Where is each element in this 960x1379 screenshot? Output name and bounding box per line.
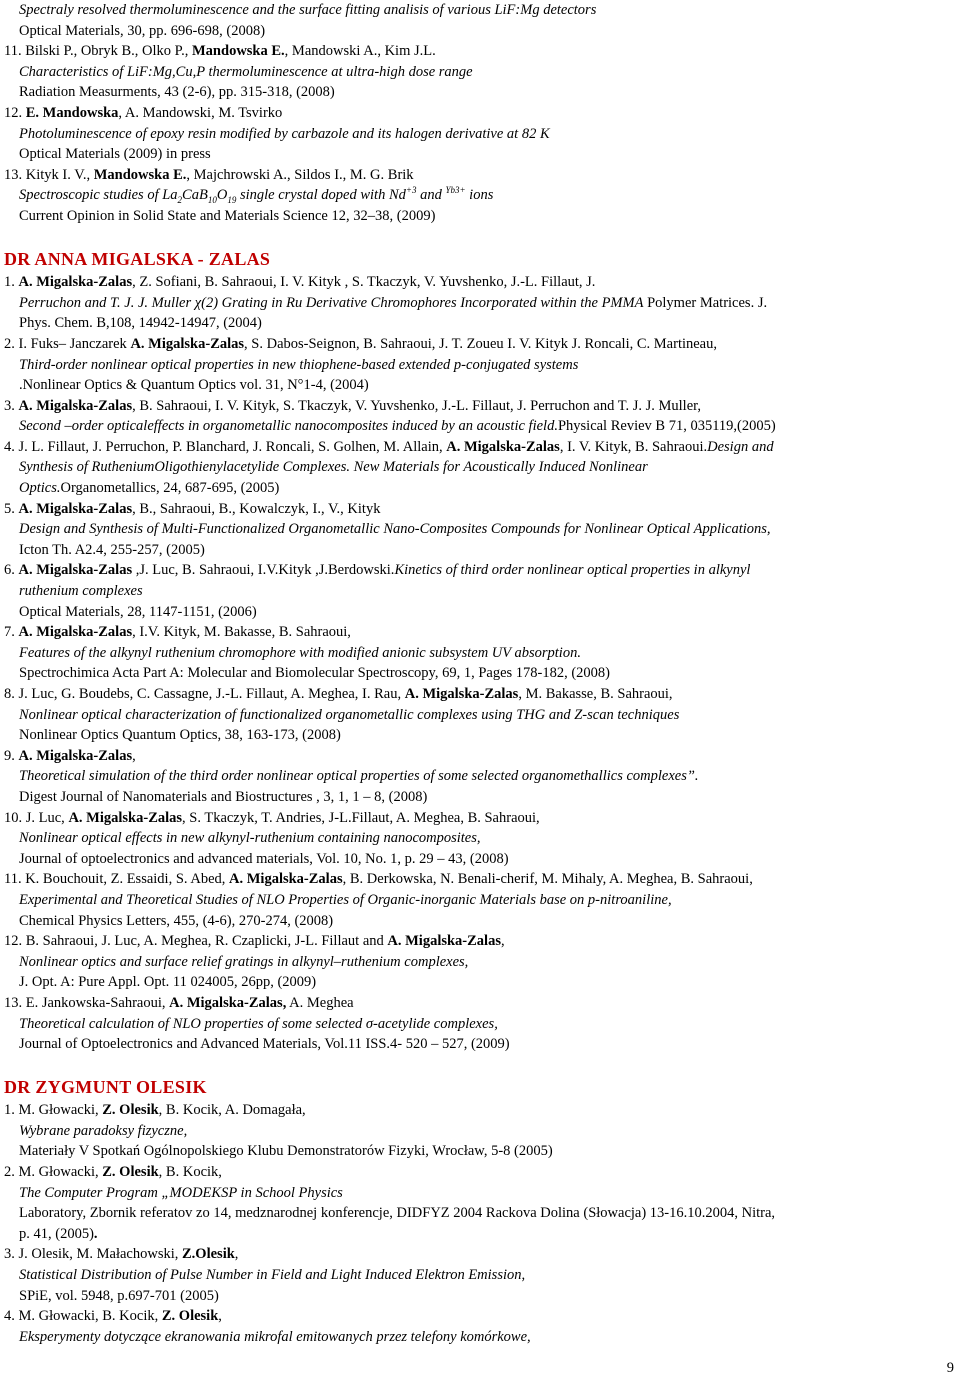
entry-detail-line [4, 1183, 960, 1204]
entry-text: Optical Materials (2009) in press [19, 146, 211, 163]
entry-text: +3 [405, 185, 417, 196]
entry-text: Mandowska E. [192, 43, 285, 60]
publication-entry [4, 1244, 960, 1306]
entry-text: , [500, 933, 505, 950]
publication-entry [4, 684, 960, 746]
entry-text: Z. Olesik [102, 1102, 159, 1119]
entry-text: Mandowska E. [93, 166, 187, 183]
section-heading-migalska: DR ANNA MIGALSKA - ZALAS [4, 249, 271, 270]
entry-text: Third-order nonlinear optical properties in new thiophene-based extended p-conjugated systems [19, 356, 579, 373]
entry-text: Spectrochimica Acta Part A: Molecular and Biomolecular Spectroscopy, 69, 1, Pages 178-182, (2008) [19, 665, 611, 682]
entry-text: A. Migalska-Zalas [387, 933, 501, 950]
entry-text: 11. Bilski P., Obryk B., Olko P., [4, 43, 192, 60]
entry-text: 2. I. Fuks– Janczarek [4, 335, 131, 352]
entry-text: , [218, 1308, 222, 1325]
entry-text: , A. Mandowski, M. Tsvirko [118, 104, 283, 121]
entry-text: (2) [201, 294, 219, 311]
entry-text: ruthenium complexes [19, 583, 143, 600]
entry-text: Optics. [19, 480, 61, 497]
publication-entry [4, 931, 960, 993]
entry-detail-line [4, 663, 960, 684]
entry-text: , B. Derkowska, N. Benali-cherif, M. Mihaly, A. Meghea, B. Sahraoui, [342, 871, 753, 888]
entry-text: 3. J. Olesik, M. Małachowski, [4, 1246, 183, 1263]
entry-text: Photoluminescence of epoxy resin modified by carbazole and its halogen derivative at 82 K [19, 125, 550, 142]
entry-authors-line [4, 684, 960, 705]
entry-text: Synthesis of RutheniumOligothienylacetylide Complexes. New Materials for Acoustically Induced Nonlinear [19, 459, 648, 476]
entry-authors-line [4, 334, 960, 355]
entry-text: The Computer Program „MODEKSP in School Physics [19, 1184, 343, 1201]
publication-entry [4, 437, 960, 499]
spacer [4, 1055, 960, 1076]
entry-text: A. Migalska-Zalas [18, 397, 133, 414]
entry-text: Optical Materials, 30, pp. 696-698, (2008) [19, 22, 266, 39]
entry-text: single crystal doped with Nd [236, 187, 406, 204]
entry-authors-line [4, 272, 960, 293]
publication-entry [4, 103, 960, 165]
entry-text: , Z. Sofiani, B. Sahraoui, I. V. Kityk , S. Tkaczyk, V. Yuvshenko, J.-L. Fillaut, J. [132, 274, 596, 291]
entry-text: 2 [177, 195, 183, 206]
entry-authors-line [4, 560, 960, 581]
entry-detail-line [4, 1121, 960, 1142]
entry-text: Grating in Ru Derivative Chromophores Incorporated within the PMMA [218, 294, 644, 311]
entry-detail-line [4, 890, 960, 911]
publication-entry [4, 396, 960, 437]
entry-text: Spectroscopic studies of La [19, 187, 178, 204]
entry-text: Kinetics of third order nonlinear optical properties in alkynyl [394, 562, 751, 579]
publication-entry [4, 746, 960, 808]
entry-text: Experimental and Theoretical Studies of NLO Properties of Organic-inorganic Materials base on p-nitroaniline, [19, 891, 672, 908]
section-heading-olesik: DR ZYGMUNT OLESIK [4, 1077, 207, 1098]
entry-text: 8. J. Luc, G. Boudebs, C. Cassagne, J.-L. Fillaut, A. Meghea, I. Rau, [4, 686, 405, 702]
entry-text: .Nonlinear Optics & Quantum Optics vol. 31, N°1-4, (2004) [19, 377, 369, 394]
publication-entry [4, 499, 960, 561]
entry-text: Laboratory, Zbornik referatov zo 14, medznarodnej konferencje, DIDFYZ 2004 Rackova Dolina (Słowacja) 13-16.10.2004, Nitra, [19, 1205, 776, 1222]
entry-authors-line [4, 41, 960, 62]
entry-text: Theoretical simulation of the third order nonlinear optical properties of some selected organomethallics complexes”. [19, 768, 699, 785]
entry-text: 9. [4, 747, 19, 764]
entry-text: Phys. Chem. B,108, 14942-14947, (2004) [19, 315, 262, 332]
entry-text: Spectraly resolved thermoluminescence and the surface fitting analisis of various LiF:Mg detectors [19, 2, 597, 18]
entry-text: Nonlinear optics and surface relief gratings in alkynyl–ruthenium complexes, [19, 953, 469, 970]
entry-text: Design and Synthesis of Multi-Functionalized Organometallic Nano-Composites Compounds for Nonlinear Optical Applications, [19, 521, 771, 538]
entry-detail-line [4, 1286, 960, 1307]
entry-detail-line [4, 185, 960, 206]
entry-text: , B. Sahraoui, I. V. Kityk, S. Tkaczyk, V. Yuvshenko, J.-L. Fillaut, J. Perruchon and T. J. J. Muller, [132, 397, 702, 414]
publication-list-mandowska [4, 0, 960, 227]
entry-text: Nonlinear optical characterization of functionalized organometallic complexes using THG and Z-scan techniques [19, 706, 680, 723]
publication-entry [4, 334, 960, 396]
entry-text: Theoretical calculation of NLO properties of some selected σ-acetylide complexes, [19, 1015, 498, 1032]
entry-detail-line [4, 952, 960, 973]
entry-text: A. Migalska-Zalas [68, 809, 183, 826]
entry-text: Digest Journal of Nanomaterials and Biostructures , 3, 1, 1 – 8, (2008) [19, 788, 428, 805]
entry-authors-line [4, 0, 960, 21]
entry-text: A. Migalska-Zalas [18, 562, 133, 579]
entry-detail-line [4, 972, 960, 993]
entry-text: , Majchrowski A., Sildos I., M. G. Brik [186, 166, 414, 183]
entry-text: 19 [227, 195, 237, 206]
entry-text: 10 [207, 195, 217, 206]
entry-detail-line [4, 144, 960, 165]
entry-text: Organometallics, 24, 687-695, (2005) [60, 480, 280, 497]
entry-detail-line [4, 62, 960, 83]
entry-detail-line [4, 602, 960, 623]
entry-detail-line [4, 1034, 960, 1055]
entry-text: , [132, 747, 136, 764]
entry-text: Physical Reviev B 71, 035119,(2005) [557, 418, 776, 435]
entry-text: Yb3+ [445, 185, 466, 196]
entry-authors-line [4, 993, 960, 1014]
entry-authors-line [4, 1306, 960, 1327]
entry-text: Icton Th. A2.4, 255-257, (2005) [19, 541, 205, 558]
entry-text: Radiation Measurments, 43 (2-6), pp. 315-318, (2008) [19, 84, 335, 101]
entry-text: 4. J. L. Fillaut, J. Perruchon, P. Blanchard, J. Roncali, S. Golhen, M. Allain, [4, 438, 447, 455]
entry-detail-line [4, 705, 960, 726]
entry-text: , M. Bakasse, B. Sahraoui, [518, 686, 673, 702]
entry-text: A. Migalska-Zalas [18, 274, 133, 291]
entry-text: Features of the alkynyl ruthenium chromophore with modified anionic subsystem UV absorption. [19, 644, 581, 661]
entry-text: Materiały V Spotkań Ogólnopolskiego Klubu Demonstratorów Fizyki, Wrocław, 5-8 (2005) [19, 1143, 553, 1160]
entry-text: Perruchon and T. J. J. Muller [19, 294, 195, 311]
entry-text: p. 41, (2005) [19, 1225, 94, 1242]
entry-text: , B. Kocik, [158, 1164, 222, 1181]
entry-text: E. Mandowska [25, 104, 119, 121]
spacer [4, 227, 960, 248]
entry-detail-line [4, 293, 960, 314]
publication-entry [4, 1162, 960, 1244]
entry-detail-line [4, 519, 960, 540]
entry-text: Design and [707, 438, 774, 455]
page-number: 9 [946, 1360, 954, 1376]
entry-detail-line [4, 1327, 960, 1348]
entry-detail-line [4, 478, 960, 499]
entry-text: , Mandowski A., Kim J.L. [284, 43, 436, 60]
entry-text: 7. [4, 624, 19, 641]
entry-text: ions [465, 187, 494, 204]
entry-text: Nonlinear Optics Quantum Optics, 38, 163-173, (2008) [19, 727, 341, 744]
entry-text: , S. Dabos-Seignon, B. Sahraoui, J. T. Zoueu I. V. Kityk J. Roncali, C. Martineau, [244, 335, 717, 352]
entry-text: CaB [182, 187, 208, 204]
entry-detail-line [4, 1141, 960, 1162]
entry-text: and [416, 187, 446, 204]
entry-authors-line [4, 808, 960, 829]
entry-detail-line [4, 124, 960, 145]
entry-text: Polymer Matrices. J. [643, 294, 768, 311]
entry-text: 1. [4, 274, 19, 291]
publication-entry [4, 560, 960, 622]
publication-entry [4, 869, 960, 931]
entry-text: , [234, 1246, 239, 1263]
entry-detail-line [4, 375, 960, 396]
entry-detail-line [4, 355, 960, 376]
entry-authors-line [4, 746, 960, 767]
entry-text: 13. E. Jankowska-Sahraoui, [4, 994, 170, 1011]
entry-text: ,J. Luc, B. Sahraoui, I.V.Kityk ,J.Berdowski. [132, 562, 395, 579]
entry-authors-line [4, 499, 960, 520]
entry-text: Journal of Optoelectronics and Advanced Materials, Vol.11 ISS.4- 520 – 527, (2009) [19, 1036, 510, 1053]
publication-entry [4, 1100, 960, 1162]
entry-detail-line [4, 416, 960, 437]
entry-text: 5. [4, 500, 19, 517]
entry-text: SPiE, vol. 5948, p.697-701 (2005) [19, 1287, 219, 1304]
publication-entry [4, 272, 960, 334]
publication-entry [4, 993, 960, 1055]
entry-detail-line [4, 643, 960, 664]
entry-text: 10. J. Luc, [4, 809, 69, 826]
entry-text: A. Meghea [286, 994, 354, 1011]
publication-list-migalska [4, 272, 960, 1055]
entry-authors-line [4, 437, 960, 458]
entry-text: Statistical Distribution of Pulse Number in Field and Light Induced Elektron Emission, [19, 1267, 526, 1284]
entry-text: 1. M. Głowacki, [4, 1102, 103, 1119]
entry-text: 12. B. Sahraoui, J. Luc, A. Meghea, R. Czaplicki, J-L. Fillaut and [4, 933, 388, 950]
entry-text: 2. M. Głowacki, [4, 1164, 103, 1181]
entry-text: A. Migalska-Zalas [18, 500, 133, 517]
entry-text: Z. Olesik [102, 1164, 159, 1181]
entry-text: Z.Olesik [182, 1246, 235, 1263]
entry-text: Wybrane paradoksy fizyczne, [19, 1122, 188, 1139]
publication-entry [4, 0, 960, 41]
entry-text: Eksperymenty dotyczące ekranowania mikrofal emitowanych przez telefony komórkowe, [19, 1328, 531, 1345]
entry-detail-line [4, 1265, 960, 1286]
entry-authors-line [4, 869, 960, 890]
publication-entry [4, 165, 960, 227]
entry-authors-line [4, 165, 960, 186]
entry-text: . [93, 1225, 98, 1242]
entry-text: A. Migalska-Zalas [404, 686, 519, 702]
entry-text: , B., Sahraoui, B., Kowalczyk, I., V., Kityk [132, 500, 381, 517]
entry-text: A. Migalska-Zalas [18, 624, 133, 641]
entry-text: A. Migalska-Zalas, [169, 994, 287, 1011]
entry-text: A. Migalska-Zalas [130, 335, 245, 352]
entry-detail-line [4, 787, 960, 808]
entry-text: Second –order opticaleffects in organometallic nanocomposites induced by an acoustic field. [19, 418, 558, 435]
entry-detail-line [4, 725, 960, 746]
entry-text: Optical Materials, 28, 1147-1151, (2006) [19, 603, 257, 620]
publication-entry [4, 622, 960, 684]
entry-detail-line [4, 828, 960, 849]
entry-authors-line [4, 396, 960, 417]
entry-detail-line [4, 581, 960, 602]
entry-authors-line [4, 1244, 960, 1265]
entry-detail-line [4, 21, 960, 42]
entry-text: Z. Olesik [161, 1308, 219, 1325]
publication-entry [4, 41, 960, 103]
entry-text: , I. V. Kityk, B. Sahraoui. [559, 438, 708, 455]
entry-detail-line [4, 540, 960, 561]
entry-detail-line [4, 849, 960, 870]
entry-authors-line [4, 622, 960, 643]
publication-entry [4, 808, 960, 870]
entry-authors-line [4, 931, 960, 952]
entry-text: 3. [4, 397, 19, 414]
entry-authors-line [4, 1162, 960, 1183]
entry-detail-line [4, 457, 960, 478]
entry-text: 12. [4, 104, 26, 121]
entry-text: Current Opinion in Solid State and Materials Science 12, 32–38, (2009) [19, 207, 436, 224]
entry-text: 13. Kityk I. V., [4, 166, 94, 183]
entry-text: O [216, 187, 228, 204]
entry-text: , B. Kocik, A. Domagała, [158, 1102, 306, 1119]
entry-detail-line [4, 911, 960, 932]
entry-text: A. Migalska-Zalas [446, 438, 560, 455]
entry-authors-line [4, 103, 960, 124]
entry-text: , I.V. Kityk, M. Bakasse, B. Sahraoui, [132, 624, 351, 641]
entry-detail-line [4, 206, 960, 227]
entry-text: A. Migalska-Zalas [18, 747, 133, 764]
entry-authors-line [4, 1100, 960, 1121]
entry-text: A. Migalska-Zalas [229, 871, 343, 888]
entry-detail-line [4, 313, 960, 334]
entry-detail-line [4, 1224, 960, 1245]
entry-text: , S. Tkaczyk, T. Andries, J-L.Fillaut, A. Meghea, B. Sahraoui, [182, 809, 540, 826]
entry-text: 6. [4, 562, 19, 579]
entry-detail-line [4, 1014, 960, 1035]
entry-text: Chemical Physics Letters, 455, (4-6), 270-274, (2008) [19, 912, 334, 929]
entry-text: Characteristics of LiF:Mg,Cu,P thermoluminescence at ultra-high dose range [19, 63, 473, 80]
entry-text: Journal of optoelectronics and advanced materials, Vol. 10, No. 1, p. 29 – 43, (2008) [19, 850, 509, 867]
entry-text: 11. K. Bouchouit, Z. Essaidi, S. Abed, [4, 871, 230, 888]
entry-text: J. Opt. A: Pure Appl. Opt. 11 024005, 26pp, (2009) [19, 974, 317, 991]
publication-list-olesik [4, 1100, 960, 1347]
entry-text: 4. M. Głowacki, B. Kocik, [4, 1308, 162, 1325]
entry-text: Nonlinear optical effects in new alkynyl-ruthenium containing nanocomposites, [19, 830, 481, 847]
entry-detail-line [4, 82, 960, 103]
entry-detail-line [4, 1203, 960, 1224]
publication-entry [4, 1306, 960, 1347]
entry-text: χ [194, 294, 202, 311]
entry-detail-line [4, 766, 960, 787]
